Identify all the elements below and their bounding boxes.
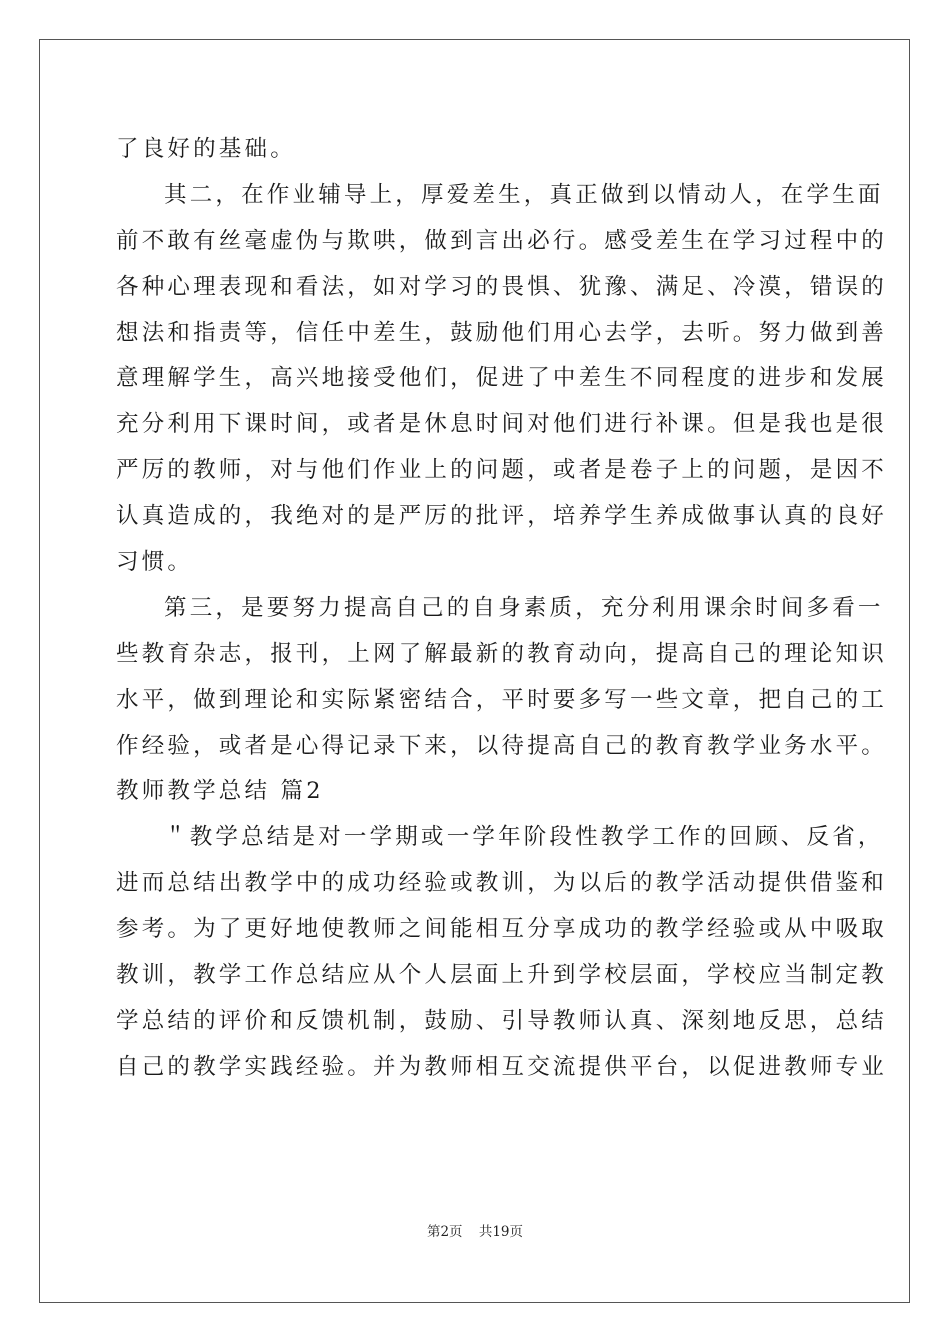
paragraph-start-line: 第三，是要努力提高自己的自身素质，充分利用课余时间多看一 [164,594,884,621]
page-total: 共19页 [478,1224,524,1240]
text-line: 充分利用下课时间，或者是休息时间对他们进行补课。但是我也是很 [116,411,888,438]
text-line: 习惯。 [116,549,194,576]
text-line: 自己的教学实践经验。并为教师相互交流提供平台，以促进教师专业 [116,1053,888,1080]
text-line: 教训，教学工作总结应从个人层面上升到学校层面，学校应当制定教 [116,962,888,989]
document-body [116,127,888,1091]
text-line: 认真造成的，我绝对的是严厉的批评，培养学生养成做事认真的良好 [116,503,888,530]
page-footer [0,1220,950,1240]
text-line: 前不敢有丝毫虚伪与欺哄，做到言出必行。感受差生在学习过程中的 [116,227,888,254]
text-line: 想法和指责等，信任中差生，鼓励他们用心去学，去听。努力做到善 [116,319,888,346]
text-line: 些教育杂志，报刊，上网了解最新的教育动向，提高自己的理论知识 [116,640,888,667]
page-number: 第2页 [426,1224,463,1240]
text-line: 严厉的教师，对与他们作业上的问题，或者是卷子上的问题，是因不 [116,457,888,484]
paragraph-start-line: ＂教学总结是对一学期或一学年阶段性教学工作的回顾、反省， [164,824,884,851]
section-heading: 教师教学总结 篇2 [116,778,324,805]
text-line: 意理解学生，高兴地接受他们，促进了中差生不同程度的进步和发展 [116,365,888,392]
text-line: 参考。为了更好地使教师之间能相互分享成功的教学经验或从中吸取 [116,916,888,943]
text-line: 作经验，或者是心得记录下来，以待提高自己的教育教学业务水平。 [116,732,888,759]
text-line: 各种心理表现和看法，如对学习的畏惧、犹豫、满足、冷漠，错误的 [116,273,888,300]
text-line: 水平，做到理论和实际紧密结合，平时要多写一些文章，把自己的工 [116,686,888,713]
text-line: 学总结的评价和反馈机制，鼓励、引导教师认真、深刻地反思，总结 [116,1007,888,1034]
paragraph-start-line: 其二，在作业辅导上，厚爱差生，真正做到以情动人，在学生面 [164,181,884,208]
text-line: 进而总结出教学中的成功经验或教训，为以后的教学活动提供借鉴和 [116,870,888,897]
text-line: 了良好的基础。 [116,136,296,162]
